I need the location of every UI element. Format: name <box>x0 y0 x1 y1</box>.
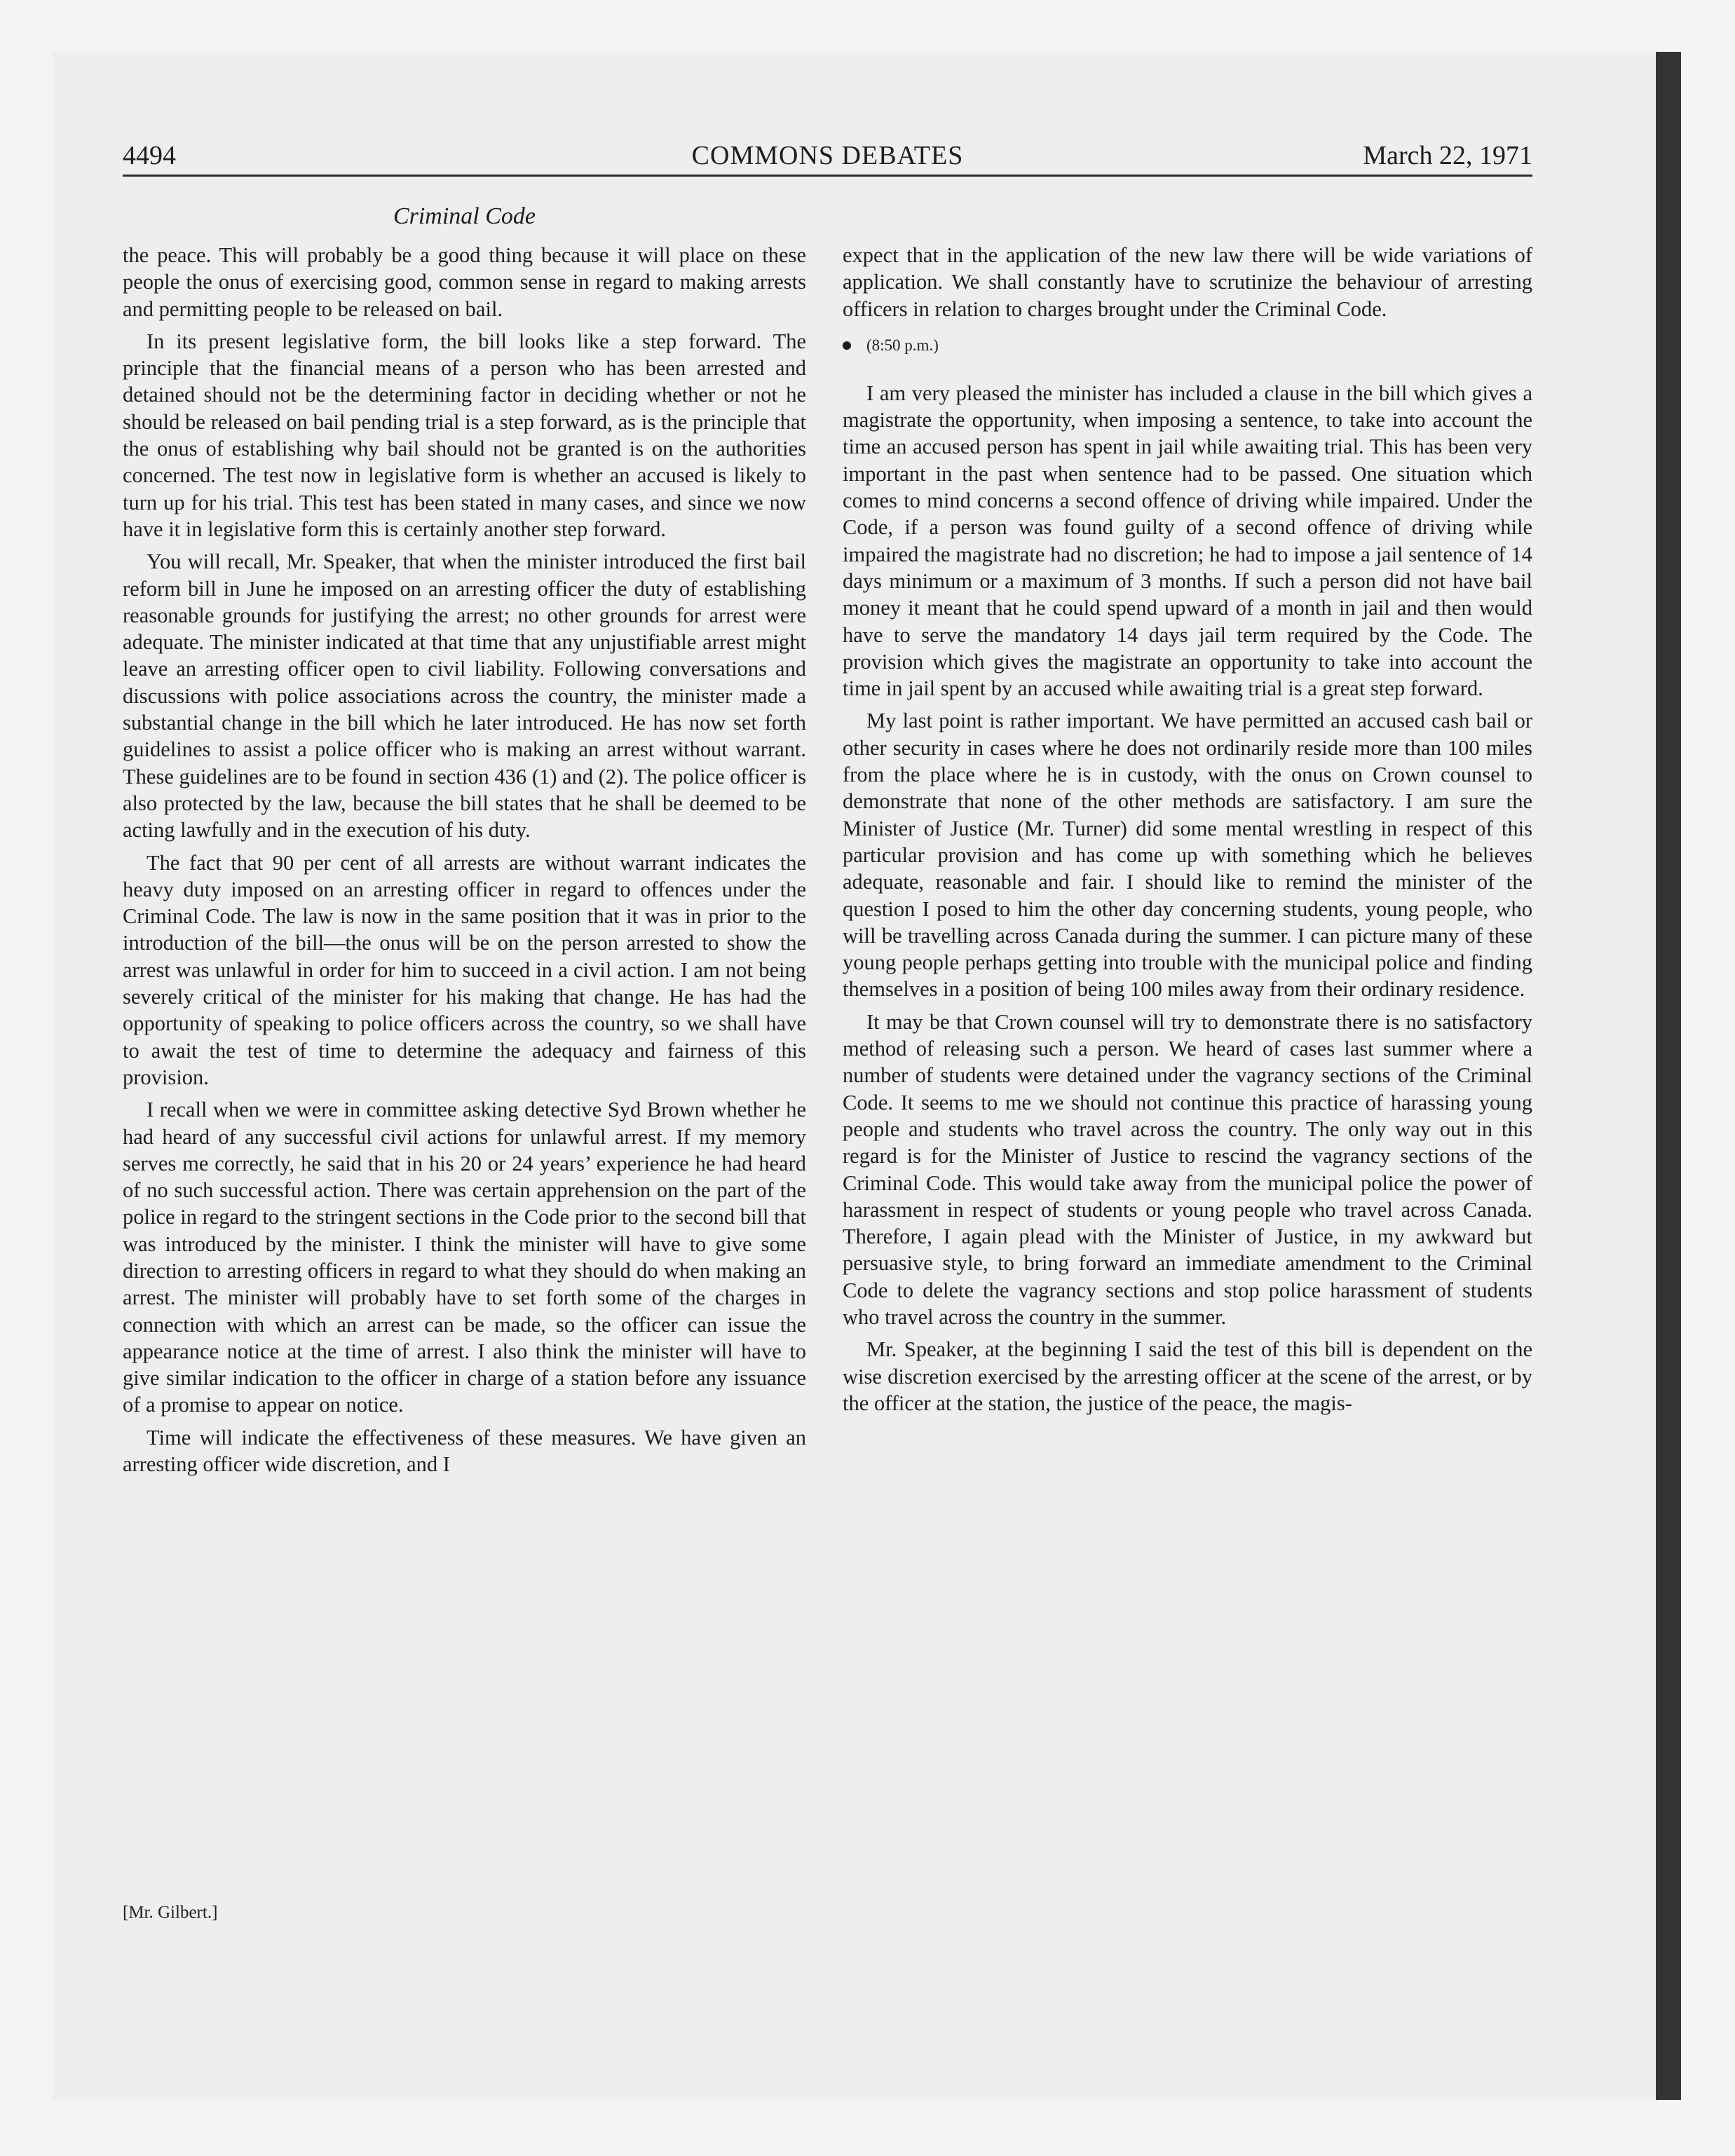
paragraph: My last point is rather important. We have permitted an accused cash bail or other security in cases where he does not ordinarily reside more than 100 miles from the place where he is in custody, with the onus on Crown counsel to demonstrate that none of the other methods are satisfactory. I am sure the Minister of Justice (Mr. Turner) did some mental wrestling in respect of this particular provision and has come up with something which he believes adequate, reasonable and fair. I should like to remind the minister of the question I posed to him the other day concerning students, young people, who will be travelling across Canada during the summer. I can picture many of these young people perhaps getting into trouble with the municipal police and finding themselves in a position of being 100 miles away from their ordinary residence. <box>843 709 1532 1002</box>
page-header <box>123 140 1532 174</box>
left-column <box>123 242 806 1483</box>
paragraph: In its present legislative form, the bill looks like a step forward. The principle that the financial means of a person who has been arrested and detained should not be the determining factor in deciding whether or not he should be released on bail pending trial is a step forward, as is the principle that the onus of establishing why bail should not be granted is on the authorities concerned. The test now in legislative form is whether an accused is likely to turn up for his trial. This test has been stated in many cases, and since we now have it in legislative form this is certainly another step forward. <box>123 329 806 541</box>
right-column <box>843 242 1532 1422</box>
paragraph: I am very pleased the minister has included a clause in the bill which gives a magistrate the opportunity, when imposing a sentence, to take into account the time an accused person has spent in jail while awaiting trial. This has been very important in the past when sentence had to be passed. One situation which comes to mind concerns a second offence of driving while impaired. Under the Code, if a person was found guilty of a second offence of driving while impaired the magistrate had no discretion; he had to impose a jail sentence of 14 days minimum or a maximum of 3 months. If such a person did not have bail money it meant that he could spend upward of a month in jail and then would have to serve the mandatory 14 days jail term required by the Code. The provision which gives the magistrate an opportunity to take into account the time in jail spent by an accused while awaiting trial is a great step forward. <box>843 381 1532 701</box>
speaker-attribution: [Mr. Gilbert.] <box>123 1903 218 1922</box>
header-rule <box>123 175 1532 177</box>
publication-date: March 22, 1971 <box>1363 141 1532 170</box>
section-heading: Criminal Code <box>393 203 536 229</box>
bullet-icon <box>843 341 851 350</box>
publication-title: COMMONS DEBATES <box>691 141 964 170</box>
paragraph: Time will indicate the effectiveness of these measures. We have given an arresting officer wide discretion, and I <box>123 1425 806 1477</box>
paragraph: the peace. This will probably be a good thing because it will place on these people the onus of exercising good, common sense in regard to making arrests and permitting people to be released on bail. <box>123 243 806 321</box>
page-binding-edge <box>1656 52 1681 2100</box>
page-number: 4494 <box>123 141 176 170</box>
timestamp <box>843 332 1532 359</box>
paragraph: It may be that Crown counsel will try to demonstrate there is no satisfactory method of releasing such a person. We heard of cases last summer where a number of students were detained under the vagrancy sections of the Criminal Code. It seems to me we should not continue this practice of harassing young people and students who travel across the country. The only way out in this regard is for the Minister of Justice to rescind the vagrancy sections of the Criminal Code. This would take away from the municipal police the power of harassment in respect of students or young people who travel across Canada. Therefore, I again plead with the Minister of Justice, in my awkward but persuasive style, to bring forward an immediate amendment to the Criminal Code to delete the vagrancy sections and stop police harassment of students who travel across the country in the summer. <box>843 1009 1532 1329</box>
timestamp-text: (8:50 p.m.) <box>866 336 939 354</box>
paragraph: The fact that 90 per cent of all arrests are without warrant indicates the heavy duty imposed on an arresting officer in regard to offences under the Criminal Code. The law is now in the same position that it was in prior to the introduction of the bill—the onus will be on the person arrested to show the arrest was unlawful in order for him to succeed in a civil action. I am not being severely critical of the minister for his making that change. He has had the opportunity of speaking to police officers across the country, so we shall have to await the test of time to determine the adequacy and fairness of this provision. <box>123 850 806 1089</box>
paragraph: expect that in the application of the new law there will be wide variations of application. We shall constantly have to scrutinize the behaviour of arresting officers in relation to charges brought under the Criminal Code. <box>843 243 1532 321</box>
paragraph: You will recall, Mr. Speaker, that when the minister introduced the first bail reform bill in June he imposed on an arresting officer the duty of establishing reasonable grounds for justifying the arrest; no other grounds for arrest were adequate. The minister indicated at that time that any unjustifiable arrest might leave an arresting officer open to civil liability. Following conversations and discussions with police associations across the country, the minister made a substantial change in the bill which he later introduced. He has now set forth guidelines to assist a police officer who is making an arrest without warrant. These guidelines are to be found in section 436 (1) and (2). The police officer is also protected by the law, because the bill states that he shall be deemed to be acting lawfully and in the execution of his duty. <box>123 550 806 842</box>
paragraph: Mr. Speaker, at the beginning I said the test of this bill is dependent on the wise discretion exercised by the arresting officer at the scene of the arrest, or by the officer at the station, the justice of the peace, the magis- <box>843 1337 1532 1415</box>
paragraph: I recall when we were in committee asking detective Syd Brown whether he had heard of any successful civil actions for unlawful arrest. If my memory serves me correctly, he said that in his 20 or 24 years’ experience he had heard of no such successful action. There was certain apprehension on the part of the police in regard to the stringent sections in the Code prior to the second bill that was introduced by the minister. I think the minister will have to give some direction to arresting officers in regard to what they should do when making an arrest. The minister will probably have to set forth some of the charges in connection with which an arrest can be made, so the officer can issue the appearance notice at the time of arrest. I also think the minister will have to give similar indication to the officer in charge of a station before any issuance of a promise to appear on notice. <box>123 1098 806 1417</box>
